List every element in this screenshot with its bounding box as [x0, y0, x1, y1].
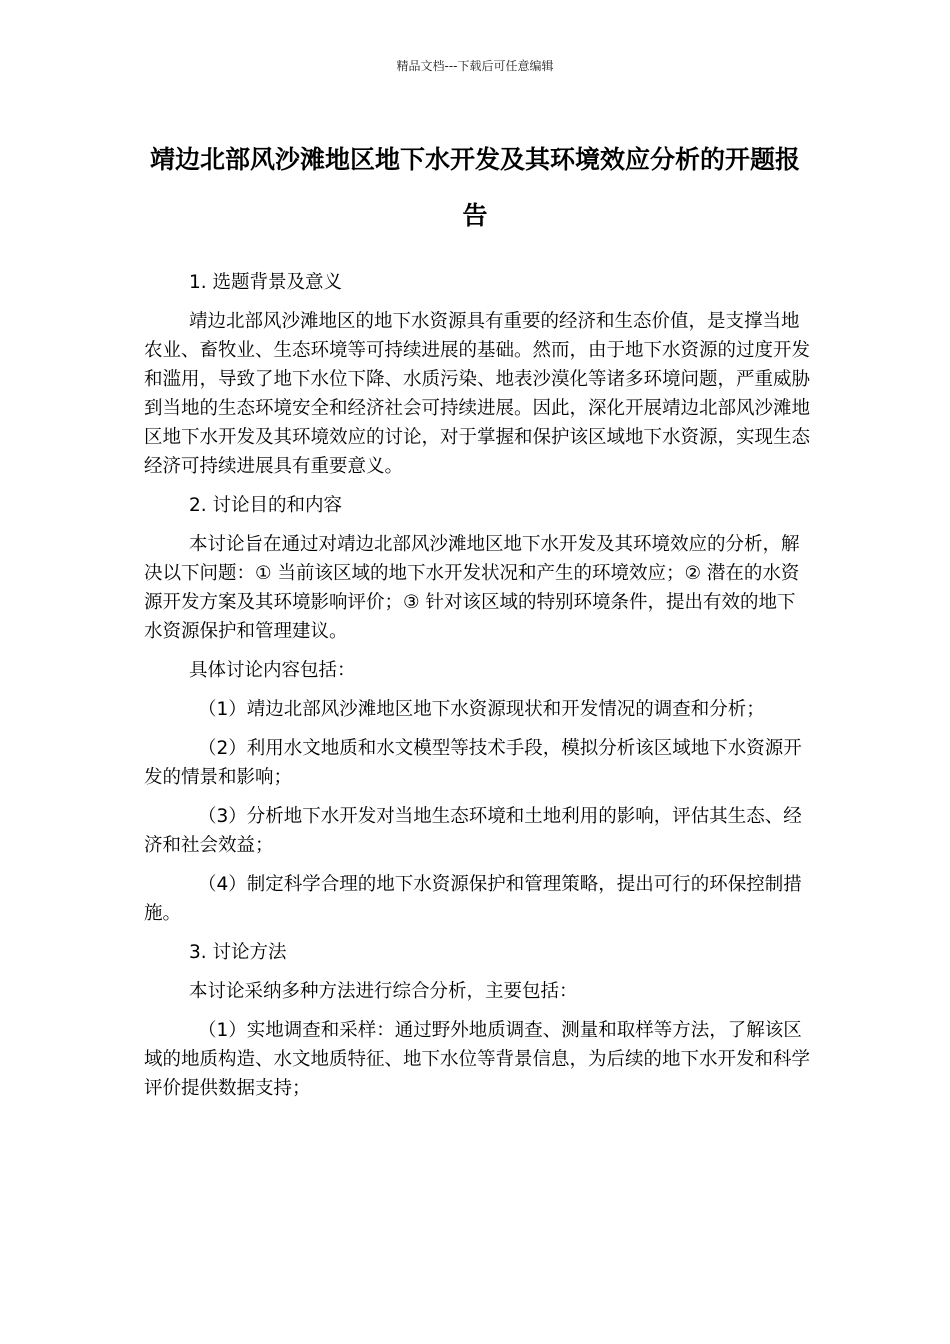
section-heading-objectives: 2. 讨论目的和内容 — [189, 495, 343, 516]
paragraph-content-intro: 具体讨论内容包括： — [189, 660, 356, 681]
list-item: （1）实地调查和采样：通过野外地质调查、测量和取样等方法，了解该区域的地质构造、水文地质特征、地下水位等背景信息，为后续的地下水开发和科学评价提供数据支持； — [144, 1020, 811, 1099]
paragraph-background: 靖边北部风沙滩地区的地下水资源具有重要的经济和生态价值，是支撑当地农业、畜牧业、生态环境等可持续进展的基础。然而，由于地下水资源的过度开发和滥用，导致了地下水位下降、水质污染、地表沙漠化等诸多环境问题，严重威胁到当地的生态环境安全和经济社会可持续进展。因此，深化开展靖边北部风沙滩地区地下水开发及其环境效应的讨论，对于掌握和保护该区域地下水资源，实现生态经济可持续进展具有重要意义。 — [144, 311, 811, 477]
list-item: （3）分析地下水开发对当地生态环境和土地利用的影响，评估其生态、经济和社会效益； — [144, 806, 802, 856]
header-note: 精品文档---下载后可任意编辑 — [396, 59, 554, 73]
paragraph-methods-intro: 本讨论采纳多种方法进行综合分析，主要包括： — [189, 981, 578, 1002]
section-heading-background: 1. 选题背景及意义 — [189, 272, 343, 293]
paragraph-objectives: 本讨论旨在通过对靖边北部风沙滩地区地下水开发及其环境效应的分析，解决以下问题：① 当前该区域的地下水开发状况和产生的环境效应；② 潜在的水资源开发方案及其环境影响评价；③ 针对该区域的特别环境条件，提出有效的地下水资源保护和管理建议。 — [144, 534, 800, 642]
list-item: （1）靖边北部风沙滩地区地下水资源现状和开发情况的调查和分析； — [198, 699, 765, 720]
list-item: （4）制定科学合理的地下水资源保护和管理策略，提出可行的环保控制措施。 — [144, 874, 802, 924]
section-heading-methods: 3. 讨论方法 — [189, 942, 287, 963]
document-title: 靖边北部风沙滩地区地下水开发及其环境效应分析的开题报告 — [149, 145, 800, 230]
document-body — [144, 268, 812, 1113]
list-item: （2）利用水文地质和水文模型等技术手段，模拟分析该区域地下水资源开发的情景和影响； — [144, 738, 802, 788]
